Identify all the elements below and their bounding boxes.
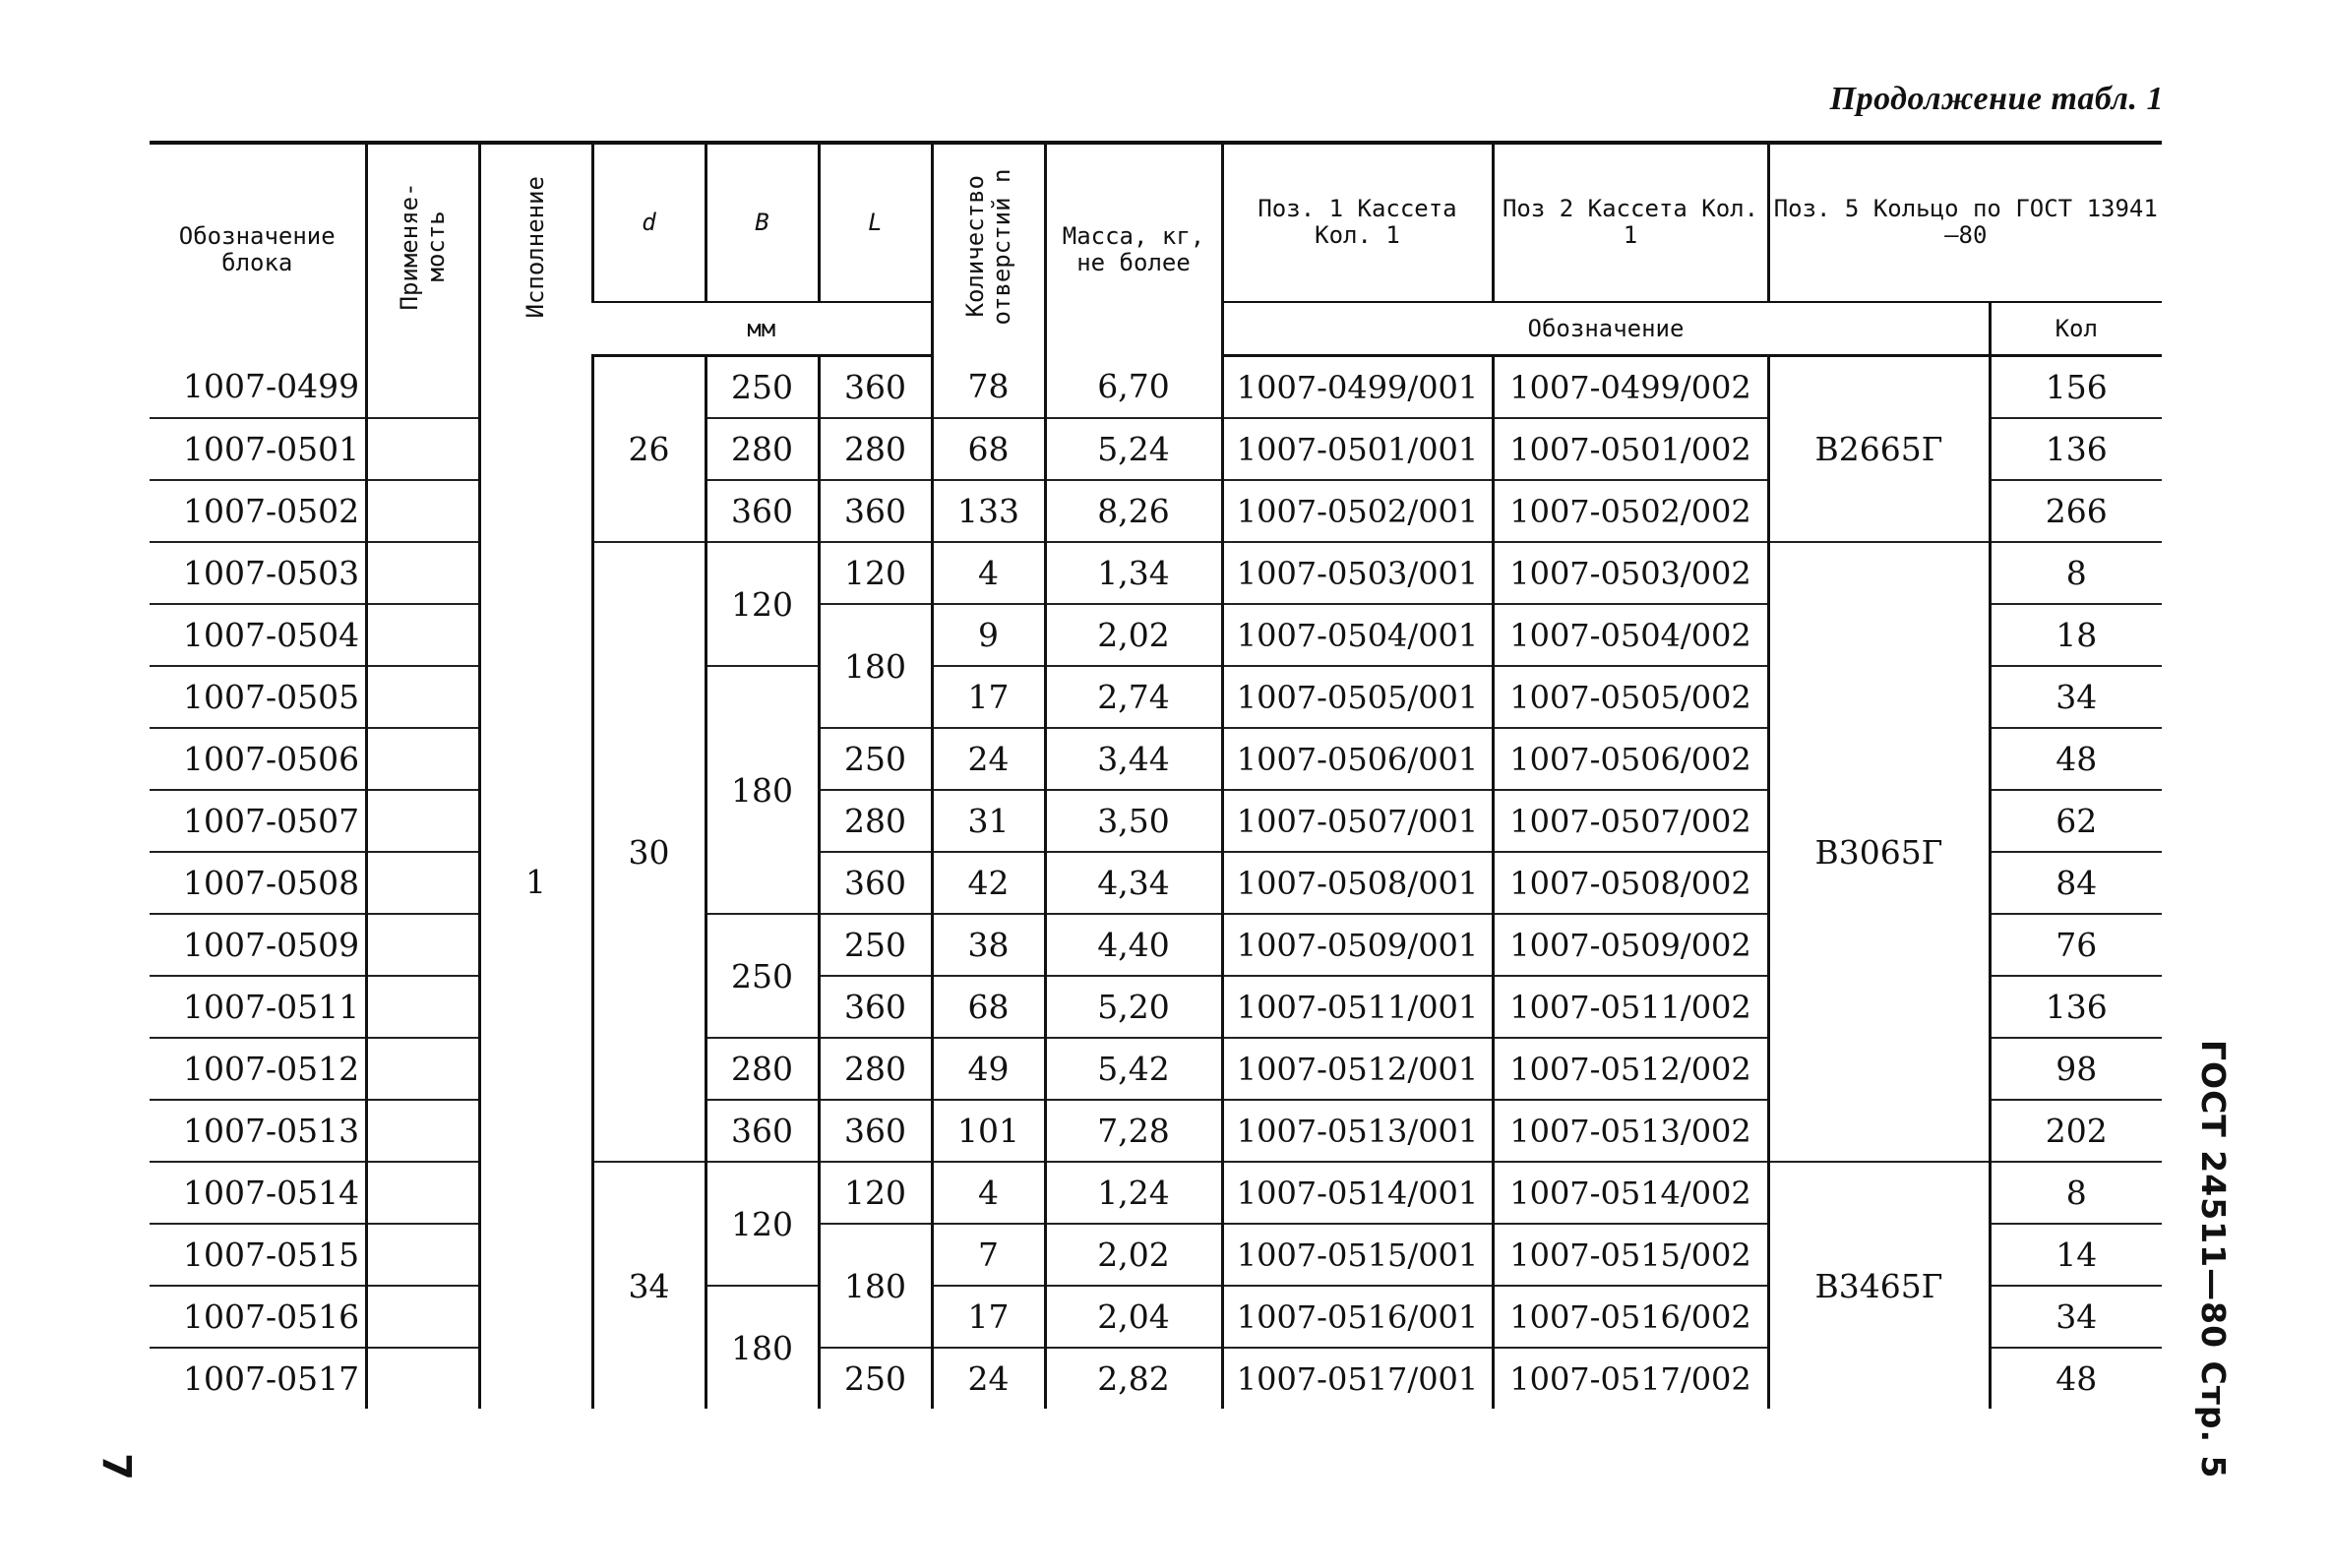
kol-cell: 76 (1990, 914, 2162, 976)
header-mass: Масса, кг, не более (1045, 144, 1222, 356)
holes-cell: 17 (932, 1286, 1045, 1348)
b-cell: 280 (705, 1038, 819, 1100)
holes-cell: 133 (932, 480, 1045, 542)
d-cell: 30 (592, 542, 705, 1162)
kol-cell: 8 (1990, 542, 2162, 604)
applicability-cell (366, 666, 479, 728)
header-d: d (592, 144, 705, 302)
holes-cell: 4 (932, 1162, 1045, 1224)
b-cell: 250 (705, 356, 819, 419)
ring-cell: В3465Г (1768, 1162, 1990, 1409)
kol-cell: 62 (1990, 790, 2162, 852)
pos1-cell: 1007-0506/001 (1222, 728, 1493, 790)
pos1-cell: 1007-0509/001 (1222, 914, 1493, 976)
pos2-cell: 1007-0511/002 (1493, 976, 1768, 1038)
applicability-cell (366, 1100, 479, 1162)
l-cell: 250 (819, 1348, 932, 1409)
l-cell: 280 (819, 418, 932, 480)
header-oboznachenie: Обозначение (1222, 302, 1990, 356)
pos2-cell: 1007-0499/002 (1493, 356, 1768, 419)
mass-cell: 2,02 (1045, 604, 1222, 666)
table-continuation-caption: Продолжение табл. 1 (1829, 81, 2164, 117)
kol-cell: 202 (1990, 1100, 2162, 1162)
kol-cell: 156 (1990, 356, 2162, 419)
applicability-cell (366, 790, 479, 852)
pos2-cell: 1007-0505/002 (1493, 666, 1768, 728)
block-code: 1007-0506 (150, 728, 366, 790)
mass-cell: 5,20 (1045, 976, 1222, 1038)
pos1-cell: 1007-0515/001 (1222, 1224, 1493, 1286)
holes-cell: 68 (932, 976, 1045, 1038)
applicability-cell (366, 852, 479, 914)
block-code: 1007-0514 (150, 1162, 366, 1224)
header-version (479, 144, 592, 356)
mass-cell: 5,24 (1045, 418, 1222, 480)
block-code: 1007-0507 (150, 790, 366, 852)
pos1-cell: 1007-0516/001 (1222, 1286, 1493, 1348)
pos1-cell: 1007-0513/001 (1222, 1100, 1493, 1162)
b-cell: 180 (705, 666, 819, 914)
applicability-cell (366, 1162, 479, 1224)
b-cell: 250 (705, 914, 819, 1038)
header-pos5: Поз. 5 Кольцо по ГОСТ 13941—80 (1768, 144, 2162, 302)
pos2-cell: 1007-0503/002 (1493, 542, 1768, 604)
holes-cell: 31 (932, 790, 1045, 852)
pos2-cell: 1007-0507/002 (1493, 790, 1768, 852)
b-cell: 120 (705, 542, 819, 666)
applicability-cell (366, 542, 479, 604)
block-code: 1007-0508 (150, 852, 366, 914)
table-row (150, 542, 2162, 604)
block-code: 1007-0505 (150, 666, 366, 728)
pos2-cell: 1007-0514/002 (1493, 1162, 1768, 1224)
holes-cell: 68 (932, 418, 1045, 480)
kol-cell: 34 (1990, 1286, 2162, 1348)
pos1-cell: 1007-0517/001 (1222, 1348, 1493, 1409)
pos1-cell: 1007-0504/001 (1222, 604, 1493, 666)
block-code: 1007-0503 (150, 542, 366, 604)
block-code: 1007-0511 (150, 976, 366, 1038)
kol-cell: 84 (1990, 852, 2162, 914)
applicability-cell (366, 1038, 479, 1100)
holes-cell: 17 (932, 666, 1045, 728)
kol-cell: 8 (1990, 1162, 2162, 1224)
applicability-cell (366, 480, 479, 542)
block-code: 1007-0509 (150, 914, 366, 976)
kol-cell: 14 (1990, 1224, 2162, 1286)
pos1-cell: 1007-0505/001 (1222, 666, 1493, 728)
holes-cell: 42 (932, 852, 1045, 914)
mass-cell: 6,70 (1045, 356, 1222, 419)
mass-cell: 3,50 (1045, 790, 1222, 852)
l-cell: 360 (819, 1100, 932, 1162)
block-code: 1007-0517 (183, 1359, 360, 1398)
mass-cell: 2,82 (1045, 1348, 1222, 1409)
applicability-cell (366, 1286, 479, 1348)
side-standard-title: ГОСТ 24511—80 Стр. 5 (2194, 1039, 2233, 1479)
block-code: 1007-0513 (150, 1100, 366, 1162)
pos2-cell: 1007-0515/002 (1493, 1224, 1768, 1286)
header-pos2: Поз 2 Кассета Кол. 1 (1493, 144, 1768, 302)
pos2-cell: 1007-0509/002 (1493, 914, 1768, 976)
l-cell: 120 (819, 1162, 932, 1224)
mass-cell: 4,40 (1045, 914, 1222, 976)
kol-cell: 18 (1990, 604, 2162, 666)
pos1-cell: 1007-0501/001 (1222, 418, 1493, 480)
ring-cell: В3065Г (1768, 542, 1990, 1162)
header-holes (932, 144, 1045, 356)
spec-table (150, 144, 2162, 1409)
pos2-cell: 1007-0502/002 (1493, 480, 1768, 542)
holes-cell: 4 (932, 542, 1045, 604)
holes-cell: 24 (932, 728, 1045, 790)
mass-cell: 1,34 (1045, 542, 1222, 604)
l-cell: 360 (819, 480, 932, 542)
holes-cell: 24 (932, 1348, 1045, 1409)
pos2-cell: 1007-0512/002 (1493, 1038, 1768, 1100)
block-code: 1007-0499 (150, 356, 366, 419)
pos2-cell: 1007-0501/002 (1493, 418, 1768, 480)
l-cell: 280 (819, 1038, 932, 1100)
pos1-cell: 1007-0508/001 (1222, 852, 1493, 914)
block-code: 1007-0502 (150, 480, 366, 542)
mass-cell: 2,74 (1045, 666, 1222, 728)
pos2-cell: 1007-0504/002 (1493, 604, 1768, 666)
kol-cell: 48 (1990, 1348, 2162, 1409)
holes-cell: 9 (932, 604, 1045, 666)
applicability-cell (366, 356, 479, 419)
version-cell: 1 (479, 356, 592, 1410)
header-applicability-text: Применяе- мость (395, 182, 450, 311)
mass-cell: 4,34 (1045, 852, 1222, 914)
kol-cell: 34 (1990, 666, 2162, 728)
holes-cell: 38 (932, 914, 1045, 976)
header-kol: Кол (1990, 302, 2162, 356)
l-cell: 250 (819, 914, 932, 976)
mass-cell: 2,04 (1045, 1286, 1222, 1348)
applicability-cell (366, 914, 479, 976)
holes-cell: 101 (932, 1100, 1045, 1162)
block-code: 1007-0504 (150, 604, 366, 666)
block-code: 1007-0501 (150, 418, 366, 480)
holes-cell: 78 (932, 356, 1045, 419)
block-code: 1007-0515 (150, 1224, 366, 1286)
pos1-cell: 1007-0514/001 (1222, 1162, 1493, 1224)
mass-cell: 2,02 (1045, 1224, 1222, 1286)
d-cell: 34 (592, 1162, 705, 1409)
applicability-cell (366, 604, 479, 666)
applicability-cell (366, 728, 479, 790)
l-cell: 180 (819, 604, 932, 728)
kol-cell: 136 (1990, 976, 2162, 1038)
holes-cell: 7 (932, 1224, 1045, 1286)
l-cell: 360 (819, 852, 932, 914)
header-applicability (366, 144, 479, 356)
pos2-cell: 1007-0513/002 (1493, 1100, 1768, 1162)
mass-cell: 3,44 (1045, 728, 1222, 790)
kol-cell: 136 (1990, 418, 2162, 480)
b-cell: 360 (705, 480, 819, 542)
applicability-cell (366, 1348, 479, 1409)
header-designation: Обозначение блока (178, 221, 336, 276)
table-row (150, 1162, 2162, 1224)
pos2-cell: 1007-0508/002 (1493, 852, 1768, 914)
b-cell: 120 (705, 1162, 819, 1286)
b-cell: 280 (705, 418, 819, 480)
applicability-cell (366, 976, 479, 1038)
l-cell: 180 (819, 1224, 932, 1348)
b-cell: 360 (705, 1100, 819, 1162)
header-version-text: Исполнение (521, 175, 550, 319)
table-row (150, 356, 2162, 419)
pos2-cell: 1007-0506/002 (1493, 728, 1768, 790)
holes-cell: 49 (932, 1038, 1045, 1100)
mass-cell: 5,42 (1045, 1038, 1222, 1100)
applicability-cell (366, 1224, 479, 1286)
kol-cell: 48 (1990, 728, 2162, 790)
mass-cell: 1,24 (1045, 1162, 1222, 1224)
header-mm: мм (592, 302, 932, 356)
pos1-cell: 1007-0512/001 (1222, 1038, 1493, 1100)
kol-cell: 98 (1990, 1038, 2162, 1100)
pos2-cell: 1007-0516/002 (1493, 1286, 1768, 1348)
l-cell: 280 (819, 790, 932, 852)
d-cell: 26 (592, 356, 705, 543)
l-cell: 360 (819, 976, 932, 1038)
header-l: L (819, 144, 932, 302)
applicability-cell (366, 418, 479, 480)
block-code: 1007-0512 (150, 1038, 366, 1100)
pos1-cell: 1007-0507/001 (1222, 790, 1493, 852)
header-pos1: Поз. 1 Кассета Кол. 1 (1222, 144, 1493, 302)
mass-cell: 8,26 (1045, 480, 1222, 542)
pos1-cell: 1007-0503/001 (1222, 542, 1493, 604)
l-cell: 250 (819, 728, 932, 790)
pos2-cell: 1007-0517/002 (1493, 1348, 1768, 1409)
pos1-cell: 1007-0502/001 (1222, 480, 1493, 542)
kol-cell: 266 (1990, 480, 2162, 542)
pos1-cell: 1007-0511/001 (1222, 976, 1493, 1038)
l-cell: 360 (819, 356, 932, 419)
mass-cell: 7,28 (1045, 1100, 1222, 1162)
ring-cell: В2665Г (1768, 356, 1990, 543)
pos1-cell: 1007-0499/001 (1222, 356, 1493, 419)
page-number: 7 (92, 1453, 139, 1480)
header-holes-text: Количество отверстий n (960, 168, 1015, 326)
header-b: B (705, 144, 819, 302)
block-code: 1007-0516 (150, 1286, 366, 1348)
b-cell: 180 (705, 1286, 819, 1409)
l-cell: 120 (819, 542, 932, 604)
